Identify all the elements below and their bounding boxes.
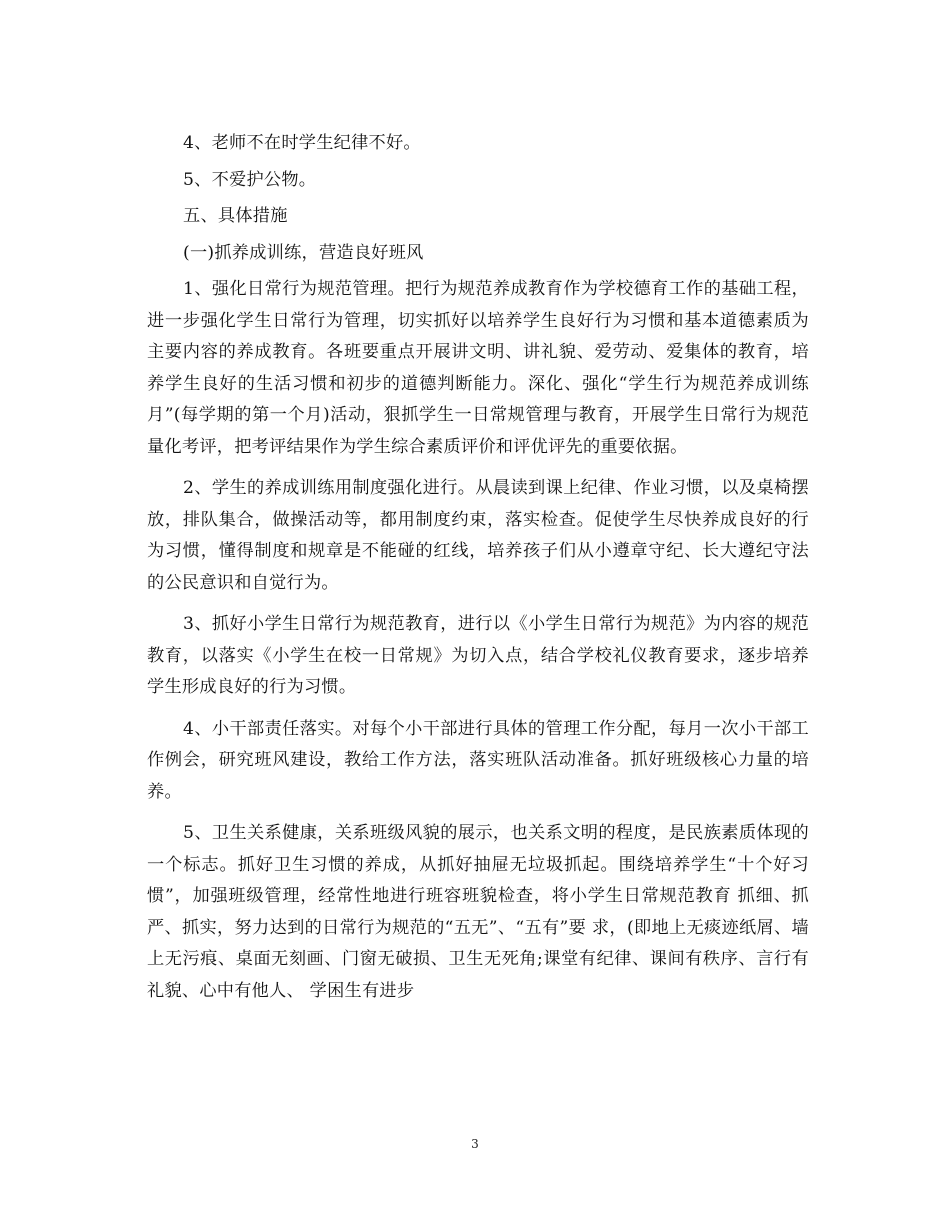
page-number: 3	[471, 1137, 479, 1151]
measure-paragraph-3: 3、抓好小学生日常行为规范教育，进行以《小学生日常行为规范》为内容的规范教育，以落实《小学生在校一日常规》为切入点，结合学校礼仪教育要求，逐步培养学生形成良好的行为习惯。	[147, 614, 809, 697]
list-item-5: 5、不爱护公物。	[183, 169, 317, 190]
list-item-4: 4、老师不在时学生纪律不好。	[183, 133, 421, 153]
section-heading: 五、具体措施	[183, 206, 288, 226]
measure-paragraph-1: 1、强化日常行为规范管理。把行为规范养成教育作为学校德育工作的基础工程，进一步强化学生日常行为管理，切实抓好以培养学生良好行为习惯和基本道德素质为主要内容的养成教育。各班要重点开展讲文明、讲礼貌、爱劳动、爱集体的教育，培养学生良好的生活习惯和初步的道德判断能力。深化、强化“学生行为规范养成训练月”(每学期的第一个月)活动，狠抓学生一日常规管理与教育，开展学生日常行为规范量化考评，把考评结果作为学生综合素质评价和评优评先的重要依据。	[147, 279, 809, 457]
measure-paragraph-2: 2、学生的养成训练用制度强化进行。从晨读到课上纪律、作业习惯，以及桌椅摆放，排队集合，做操活动等，都用制度约束，落实检查。促使学生尽快养成良好的行为习惯，懂得制度和规章是不能碰的红线，培养孩子们从小遵章守纪、长大遵纪守法的公民意识和自觉行为。	[147, 478, 809, 593]
measure-paragraph-4: 4、小干部责任落实。对每个小干部进行具体的管理工作分配，每月一次小干部工作例会，研究班风建设，教给工作方法，落实班队活动准备。抓好班级核心力量的培养。	[147, 718, 809, 802]
measure-paragraph-5: 5、卫生关系健康，关系班级风貌的展示，也关系文明的程度，是民族素质体现的一个标志。抓好卫生习惯的养成，从抓好抽屉无垃圾抓起。围绕培养学生“十个好习惯”，加强班级管理，经常性地进行班容班貌检查，将小学生日常规范教育 抓细、抓严、抓实，努力达到的日常行为规范的“五无”、“五有”要 求，(即地上无痰迹纸屑、墙上无污痕、桌面无刻画、门窗无破损、卫生无死角;课堂有纪律、课间有秩序、言行有礼貌、心中有他人、 学困生有进步	[147, 823, 809, 1001]
document-body	[147, 128, 809, 1007]
subsection-heading: (一)抓养成训练，营造良好班风	[183, 242, 424, 263]
